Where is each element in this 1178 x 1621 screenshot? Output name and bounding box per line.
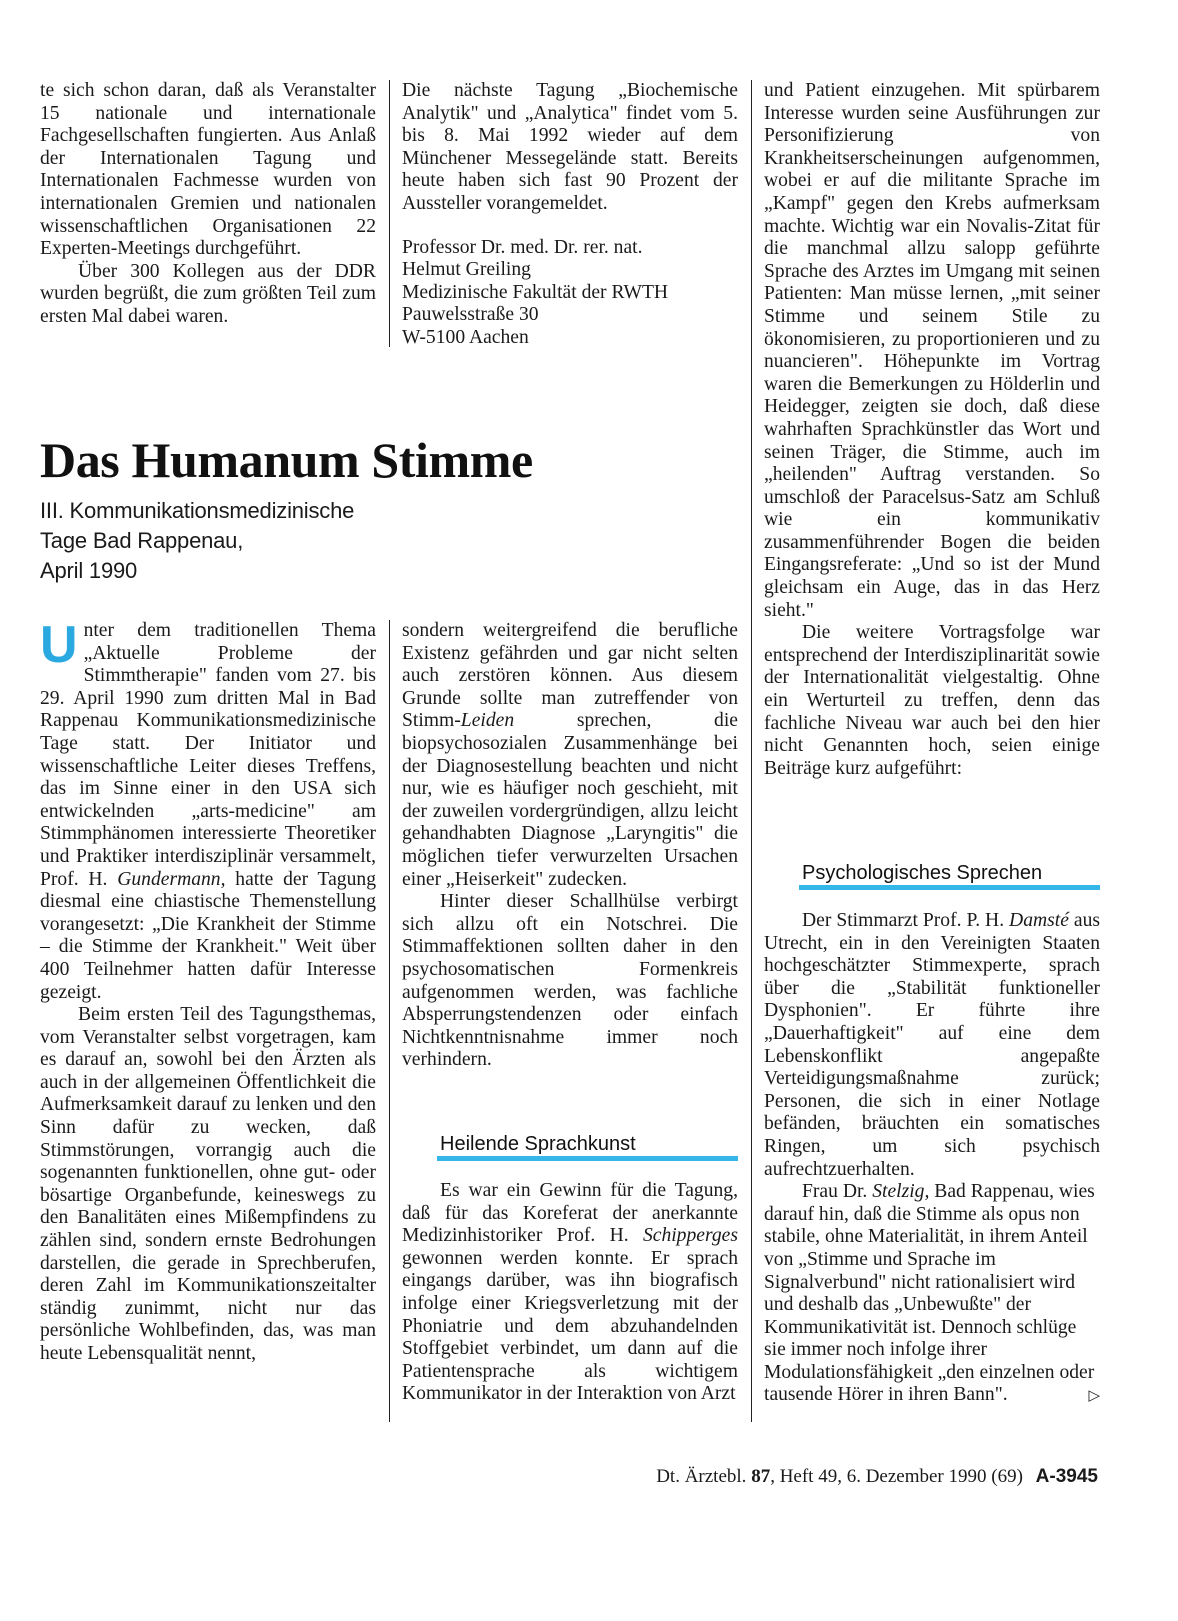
page-number: A-3945 bbox=[1035, 1466, 1098, 1487]
paragraph: Beim ersten Teil des Tagungsthemas, vom Veranstalter selbst vorgetragen, kam es darauf an, sowohl bei den Ärzten als auch in der allgemeinen Öffentlichkeit die Aufmerksamkeit darauf zu lenken und den Sinn dafür zu wecken, daß Stimmstörungen, vorrangig auch die sogenannten funktionellen, ohne gut- oder bösartige Organbefunde, keineswegs zu den Banalitäten eines Mißempfindens zu zählen sind, sondern ernste Bedrohungen darstellen, die gerade in Sprechberufen, deren Zahl im Kommunikationszeitalter ständig zunimmt, nicht nur das persönliche Wohlbefinden, das, was man heute Lebensqualität nennt, bbox=[40, 1004, 376, 1364]
paragraph: Unter dem traditionellen Thema „Aktuelle Probleme der Stimmtherapie" fanden vom 27. bis 29. April 1990 zum dritten Mal in Bad Rappenau Kommunikationsmedizinische Tage statt. Der Initiator und wissenschaftliche Leiter dieses Treffens, das im Sinne einer in den USA sich entwickelnden „arts-medicine" am Stimmphänomen interessierte Theoretiker und Praktiker interdisziplinär versammelt, Prof. H. Gundermann, hatte der Tagung diesmal eine chiastische Themenstellung vorangesetzt: „Die Krankheit der Stimme – die Stimme der Krankheit." Weit über 400 Teilnehmer hatten dafür Interesse gezeigt. bbox=[40, 616, 376, 1003]
top-middle-column bbox=[402, 80, 738, 350]
issue-info: Heft 49, 6. Dezember 1990 (69) bbox=[779, 1466, 1023, 1487]
person-name: Gundermann, bbox=[117, 868, 226, 890]
person-name: Damsté bbox=[1009, 910, 1069, 931]
paragraph: te sich schon daran, daß als Veranstalter 15 nationale und internationale Fachgesellschaften fungierten. Aus Anlaß der Internationalen Tagung und Internationalen Fachmesse wurden von internationalen Gremien und nationalen wissenschaftlichen Organisationen 22 Experten-Meetings durchgeführt. bbox=[40, 80, 376, 260]
top-left-column bbox=[40, 80, 376, 329]
column-divider bbox=[389, 80, 390, 347]
article-subtitle: III. Kommunikationsmedizinische Tage Bad Rappenau, April 1990 bbox=[40, 498, 355, 583]
paragraph: Hinter dieser Schallhülse verbirgt sich allzu oft ein Notschrei. Die Stimmaffektionen sollten daher in den psychosomatischen Formenkreis aufgenommen werden, was fachliche Absperrungstendenzen oder einfach Nichtkenntnisnahme immer noch verhindern. bbox=[402, 891, 738, 1071]
body-column-3 bbox=[764, 80, 1100, 780]
column-divider bbox=[751, 80, 752, 1422]
section-heading-underline bbox=[437, 1156, 738, 1161]
person-name: Stelzig, bbox=[872, 1181, 930, 1203]
address-line: Pauwelsstraße 30 bbox=[402, 304, 539, 326]
paragraph: sondern weitergreifend die berufliche Existenz gefährden und gar nicht selten auch zerstören können. Aus diesem Grunde sollte man zutreffender von Stimm-Leiden sprechen, die biopsychosozialen Zusammenhänge bei der Diagnosestellung beachten und nicht nur, wie es häufiger noch geschieht, mit der zuweilen vordergründigen, allzu leicht gehandhabten Diagnose „Laryngitis" die möglichen tiefer verwurzelten Ursachen einer „Heiserkeit" zudecken. bbox=[402, 620, 738, 890]
body-column-2-continued bbox=[402, 1180, 738, 1406]
paragraph: Über 300 Kollegen aus der DDR wurden begrüßt, die zum größten Teil zum ersten Mal dabei waren. bbox=[40, 260, 376, 327]
journal-name: Dt. Ärztebl. bbox=[656, 1466, 747, 1487]
column-divider bbox=[389, 620, 390, 1422]
paragraph: und Patient einzugehen. Mit spürbarem Interesse wurden seine Ausführungen zur Personifizierung von Krankheitserscheinungen aufgenommen, wobei er auf die militante Sprache im „Kampf" gegen den Krebs aufmerksam machte. Wichtig war ein Novalis-Zitat für die manchmal allzu salopp geführte Sprache des Arztes im Umgang mit seinen Patienten: Man müsse lernen, „mit seiner Stimme und seinem Stile zu ökonomisieren, zu proportionieren und zu nuancieren". Höhepunkte im Vortrag waren die Bemerkungen zu Hölderlin und Heidegger, zeigten sie doch, daß diese wahrhaften Sprachkünstler das Wort und seinen Träger, die Stimme, auch im „heilenden" Auftrag verstanden. So umschloß der Paracelsus-Satz am Schluß wie ein kommunikativ zusammenführender Bogen die beiden Eingangsreferate: „Und so ist der Mund gleichsam ein Auge, das in das Herz sieht." bbox=[764, 80, 1100, 621]
paragraph: Die weitere Vortragsfolge war entsprechend der Interdisziplinarität sowie der Internationalität vielgestaltig. Ohne ein Werturteil zu treffen, denn das fachliche Niveau war auch bei den hier nicht Genannten hoch, seien einige Beiträge kurz aufgeführt: bbox=[764, 622, 1100, 779]
section-heading: Psychologisches Sprechen bbox=[802, 862, 1043, 884]
paragraph: Der Stimmarzt Prof. P. H. Damsté aus Utrecht, ein in den Vereinigten Staaten hochgeschätzter Stimmexperte, sprach über die „Stabilität funktioneller Dysphonien". Er führte ihre „Dauerhaftigkeit" auf eine dem Lebenskonflikt angepaßte Verteidigungsmaßnahme zurück; Personen, die sich in einer Notlage befänden, bräuchten ein somatisches Ringen, um sich psychisch aufrechtzuerhalten. bbox=[764, 910, 1100, 1180]
continue-arrow-icon: ▷ bbox=[1088, 1386, 1100, 1405]
address-line: Professor Dr. med. Dr. rer. nat. bbox=[402, 236, 643, 258]
body-column-3-continued bbox=[764, 910, 1100, 1407]
page-footer: Dt. Ärztebl. 87, Heft 49, 6. Dezember 1990 (69) A-3945 bbox=[656, 1466, 1098, 1487]
paragraph: Frau Dr. Stelzig, Bad Rappenau, wies darauf hin, daß die Stimme als opus non stabile, ohne Materialität, in ihrem Anteil von „Stimme und Sprache im Signalverbund" nicht rationalisiert wird und deshalb das „Unbewußte" der Kommunikativität ist. Dennoch schlüge sie immer noch infolge ihrer Modulationsfähigkeit „den einzelnen oder tausende Hörer in ihren Bann". ▷ bbox=[764, 1181, 1100, 1406]
article-headline: Das Humanum Stimme bbox=[40, 432, 533, 488]
drop-cap: U bbox=[40, 616, 78, 674]
body-column-2 bbox=[402, 620, 738, 1072]
section-heading-underline bbox=[799, 885, 1100, 890]
paragraph: Die nächste Tagung „Biochemische Analytik" und „Analytica" findet vom 5. bis 8. Mai 1992 wieder auf dem Münchener Messegelände statt. Bereits heute haben sich fast 90 Prozent der Aussteller vorangemeldet. bbox=[402, 80, 738, 214]
address-line: Helmut Greiling bbox=[402, 259, 531, 281]
body-column-1 bbox=[40, 616, 376, 1366]
emphasis: Leiden bbox=[460, 710, 515, 732]
section-heading: Heilende Sprachkunst bbox=[440, 1133, 636, 1155]
journal-volume: 87 bbox=[751, 1466, 771, 1487]
person-name: Schipperges bbox=[642, 1225, 738, 1247]
paragraph: Es war ein Gewinn für die Tagung, daß für das Koreferat der anerkannte Medizinhistoriker Prof. H. Schipperges gewonnen werden konnte. Er sprach eingangs darüber, was ihn biografisch infolge einer Kriegsverletzung mit der Phoniatrie und dem abzuhandelnden Stoffgebiet verbindet, um dann auf die Patientensprache als wichtigem Kommunikator in der Interaktion von Arzt bbox=[402, 1180, 738, 1405]
address-line: Medizinische Fakultät der RWTH bbox=[402, 281, 669, 303]
address-line: W-5100 Aachen bbox=[402, 326, 529, 348]
author-address bbox=[402, 237, 738, 350]
